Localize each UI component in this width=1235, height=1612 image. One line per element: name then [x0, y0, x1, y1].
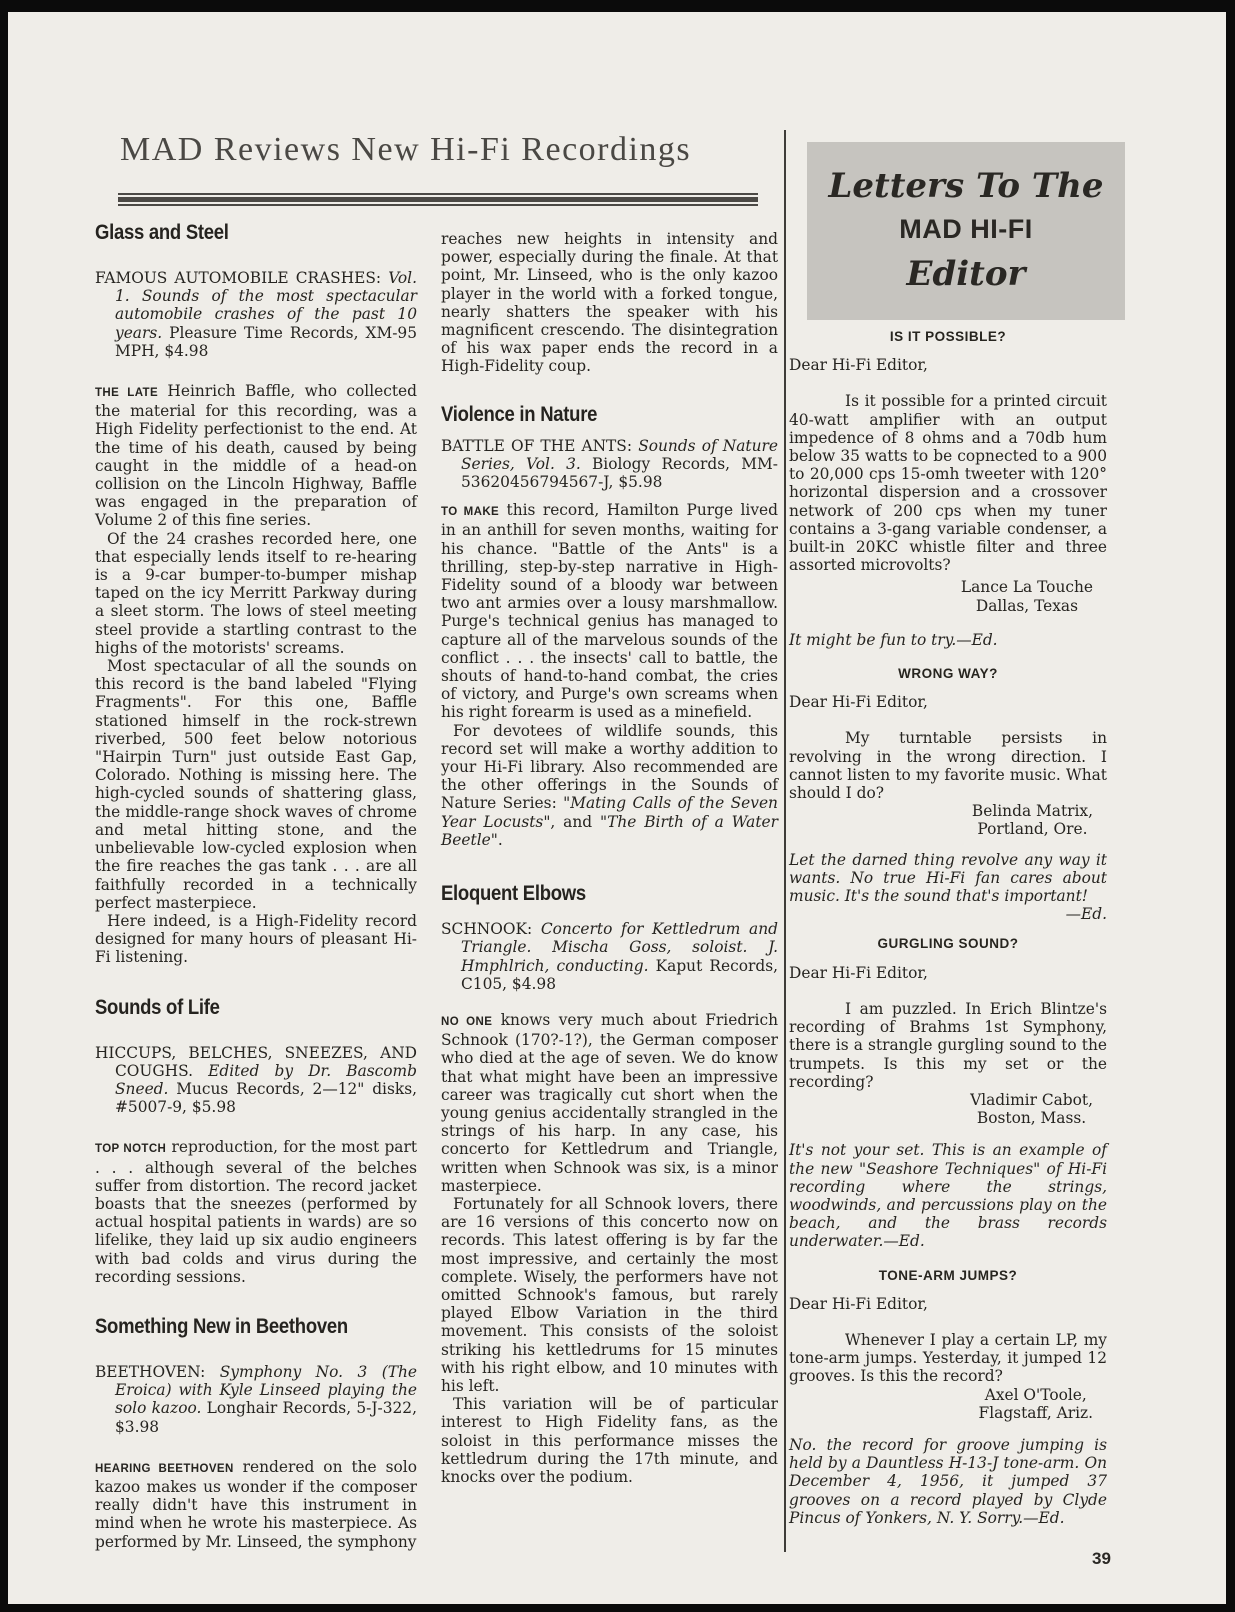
review-paragraph: THE LATE Heinrich Baffle, who collected the material for this recording, was a High Fidelity perfectionist to the end. At the time of his death, caused by being caught in the middle of a head-on collision on the Lincoln Highway, Baffle was engaged in the preparation of Volume 2 of this fine series. [95, 382, 417, 530]
editor-reply: It's not your set. This is an example of the new "Seashore Techniques" of Hi-Fi recording where the strings, woodwinds, and percussions play on the beach, and the brass records underwater.—Ed. [789, 1141, 1107, 1251]
title-rule-thick [118, 197, 758, 202]
review-caption: BEETHOVEN: Symphony No. 3 (The Eroica) with Kyle Linseed playing the solo kazoo. Longhair Records, 5-J-322, $3.98 [95, 1362, 417, 1436]
letter-signature: Belinda Matrix, Portland, Ore. [971, 802, 1093, 839]
letters-header-line3: Editor [906, 254, 1026, 294]
letters-header-line2: MAD HI-FI [899, 214, 1033, 244]
letter-salutation: Dear Hi-Fi Editor, [789, 693, 928, 712]
column-2 [441, 230, 778, 1486]
editor-reply: Let the darned thing revolve any way it wants. No true Hi-Fi fan cares about music. It's the sound that's important! [789, 850, 1107, 906]
letter-item [789, 1267, 1107, 1527]
review-paragraph: Most spectacular of all the sounds on this record is the band labeled "Flying Fragments". For this one, Baffle stationed himself in the rock-strewn riverbed, 500 feet below notorious "Hairpin Turn" just outside East Gap, Colorado. Nothing is missing here. The high-cycled sounds of shattering glass, the middle-range shock waves of chrome and metal hitting stone, and the unbelievable low-cycled explosion when the fire reaches the gas tank . . . are all faithfully recorded in a technically perfect masterpiece. [95, 657, 417, 912]
letter-salutation: Dear Hi-Fi Editor, [789, 356, 928, 375]
letter-question: WRONG WAY? [898, 666, 998, 682]
review-paragraph: TOP NOTCH reproduction, for the most part . . . although several of the belches suffer from distortion. The record jacket boasts that the sneezes (performed by actual hospital patients in wards) are so lifelike, they laid up six audio engineers with bad colds and virus during the recording sessions. [95, 1138, 418, 1286]
magazine-page [8, 12, 1226, 1604]
review-paragraph: HEARING BEETHOVEN rendered on the solo kazoo makes us wonder if the composer really didn't have this instrument in mind when he wrote his masterpiece. As performed by Mr. Linseed, the symphony [95, 1457, 417, 1551]
review-glass-and-steel [95, 220, 417, 967]
letter-body: Whenever I play a certain LP, my tone-arm jumps. Yesterday, it jumped 12 grooves. Is this the record? [789, 1330, 1107, 1386]
review-paragraph: Fortunately for all Schnook lovers, there are 16 versions of this concerto now on records. This latest offering is by far the most impressive, and certainly the most complete. Wisely, the performers have not omitted Schnook's famous, but rarely played Elbow Variation in the third movement. This consists of the soloist striking his kettledrums for 15 minutes with his right elbow, and 10 minutes with his left. [441, 1194, 778, 1395]
review-paragraph-continued: reaches new heights in intensity and power, especially during the finale. At that point, Mr. Linseed, who is the only kazoo player in the world with a forked tongue, nearly shatters the speaker with his magnificent crescendo. The disintegration of his wax paper ends the record in a High-Fidelity coup. [441, 230, 778, 376]
letter-question: TONE-ARM JUMPS? [878, 1267, 1018, 1283]
letter-body: My turntable persists in revolving in the wrong direction. I cannot listen to my favorite music. What should I do? [789, 729, 1107, 803]
letter-question: IS IT POSSIBLE? [889, 329, 1007, 344]
review-violence-in-nature [441, 402, 778, 849]
review-caption: SCHNOOK: Concerto for Kettledrum and Triangle. Mischa Goss, soloist. J. Hmphlrich, conducting. Kaput Records, C105, $4.98 [441, 920, 778, 993]
editor-reply: It might be fun to try.—Ed. [789, 630, 998, 649]
review-heading: Something New in Beethoven [95, 1314, 348, 1338]
review-paragraph: For devotees of wildlife sounds, this record set will make a worthy addition to your Hi-Fi library. Also recommended are the other offerings in the Sounds of Nature Series: "Mating Calls of the Seven Year Locusts", and "The Birth of a Water Beetle". [441, 721, 778, 849]
letter-question: GURGLING SOUND? [877, 936, 1019, 952]
review-something-new-in-beethoven [95, 1314, 417, 1551]
title-rule-bottom [118, 204, 758, 206]
letter-item [789, 328, 1107, 649]
title-rule-top [118, 193, 758, 195]
review-caption: HICCUPS, BELCHES, SNEEZES, AND COUGHS. Edited by Dr. Bascomb Sneed. Mucus Records, 2—12" disks, #5007-9, $5.98 [95, 1043, 417, 1117]
letter-salutation: Dear Hi-Fi Editor, [789, 963, 928, 982]
review-heading: Eloquent Elbows [441, 882, 586, 906]
review-paragraph: NO ONE knows very much about Friedrich Schnook (170?-1?), the German composer who died at the age of seven. We do know that what might have been an impressive career was tragically cut short when the young genius accidentally strangled in the strings of his harp. In any case, his concerto for Kettledrum and Triangle, written when Schnook was six, is a minor masterpiece. [441, 1010, 778, 1195]
review-heading: Sounds of Life [95, 995, 220, 1019]
review-caption: BATTLE OF THE ANTS: Sounds of Nature Series, Vol. 3. Biology Records, MM-53620456794567-J, $5.98 [441, 436, 778, 492]
column-1 [95, 220, 417, 1551]
review-paragraph: This variation will be of particular interest to High Fidelity fans, as the soloist in this performance misses the kettledrum during the 17th minute, and knocks over the podium. [441, 1395, 778, 1486]
review-paragraph: TO MAKE this record, Hamilton Purge lived in an anthill for seven months, waiting for his chance. "Battle of the Ants" is a thrilling, step-by-step narrative in High-Fidelity sound of a bloody war between two ant armies over a lousy marshmallow. Purge's technical genius has managed to capture all of the marvelous sounds of the conflict . . . the insects' call to battle, the shouts of hand-to-hand combat, the cries of victory, and Purge's own screams when his right forearm is used as a minefield. [441, 501, 778, 722]
letter-body: Is it possible for a printed circuit 40-watt amplifier with an output impedence of 8 ohms and a 70db hum below 35 watts to be copnected to a 900 to 20,000 cps 15-omh tweeter with 120° horizontal dispersion and a crossover network of 200 cps when my tuner contains a 3-gang variable condenser, a built-in 20KC whistle filter and three assorted microvolts? [789, 392, 1107, 575]
column-divider [784, 130, 786, 1552]
letters-header-box [807, 142, 1125, 320]
letter-body: I am puzzled. In Erich Blintze's recording of Brahms 1st Symphony, there is a strangle gurgling sound to the trumpets. Is this my set or the recording? [789, 999, 1107, 1091]
review-heading: Violence in Nature [441, 402, 598, 426]
review-caption: FAMOUS AUTOMOBILE CRASHES: Vol. 1. Sounds of the most spectacular automobile crashes of the past 10 years. Pleasure Time Records, XM-95 MPH, $4.98 [95, 269, 417, 360]
review-paragraph: Here indeed, is a High-Fidelity record designed for many hours of pleasant Hi-Fi listening. [95, 911, 417, 967]
review-eloquent-elbows [441, 881, 778, 1486]
letter-signature: Vladimir Cabot, Boston, Mass. [970, 1090, 1093, 1128]
page-title: MAD Reviews New Hi-Fi Recordings [120, 131, 692, 168]
review-heading: Glass and Steel [95, 221, 229, 244]
review-sounds-of-life [95, 995, 417, 1286]
column-3-letters [789, 320, 1107, 1527]
editor-reply: No. the record for groove jumping is held by a Dauntless H-13-J tone-arm. On December 4, 1956, it jumped 37 grooves on a record played by Clyde Pincus of Yonkers, N. Y. Sorry.—Ed. [789, 1435, 1107, 1527]
letter-item [789, 935, 1107, 1250]
page-number: 39 [1092, 1549, 1111, 1568]
letter-salutation: Dear Hi-Fi Editor, [789, 1294, 928, 1313]
letter-item [789, 665, 1107, 923]
editor-reply-signature: —Ed. [1065, 905, 1107, 924]
letters-header-line1: Letters To The [828, 166, 1104, 206]
letter-signature: Lance La Touche Dallas, Texas [960, 578, 1093, 615]
letter-signature: Axel O'Toole, Flagstaff, Ariz. [978, 1385, 1093, 1422]
review-paragraph: Of the 24 crashes recorded here, one that especially lends itself to re-hearing is a 9-car bumper-to-bumper mishap taped on the icy Merritt Parkway during a sleet storm. The lows of steel meeting steel provide a startling contrast to the highs of the motorists' screams. [95, 529, 417, 657]
